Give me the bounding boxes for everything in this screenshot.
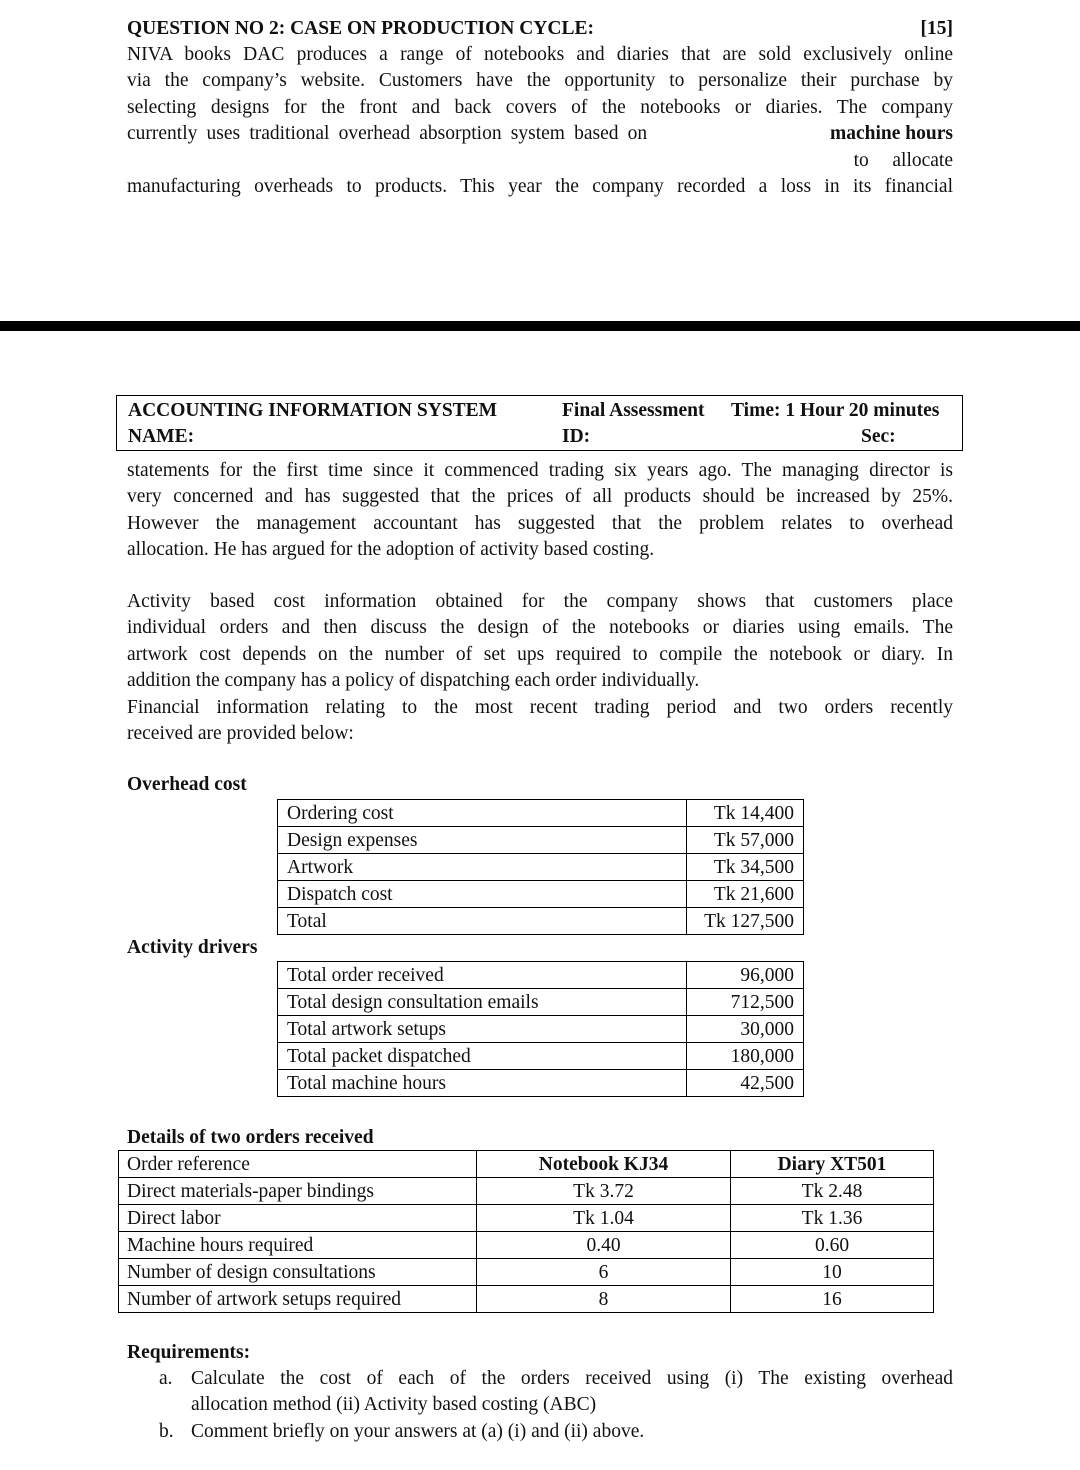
intro-line: manufacturing overheads to products. This year the company recorded a loss in its financial <box>127 176 953 198</box>
table-row <box>119 1178 934 1205</box>
activity-line: Activity based cost information obtained for the company shows that customers place <box>127 591 953 612</box>
notebook-value: Tk 3.72 <box>477 1178 731 1205</box>
table-row <box>278 1016 804 1043</box>
continuation-line: However the management accountant has suggested that the problem relates to overhead <box>127 512 953 534</box>
requirement-a-line2: allocation method (ii) Activity based costing (ABC) <box>191 1394 597 1415</box>
exam-header-box <box>116 395 963 451</box>
overhead-item: Dispatch cost <box>278 881 687 908</box>
table-row <box>278 1070 804 1097</box>
orders-header-notebook: Notebook KJ34 <box>477 1151 731 1178</box>
drivers-label: Activity drivers <box>127 937 258 958</box>
driver-item: Total order received <box>278 962 687 989</box>
course-title: ACCOUNTING INFORMATION SYSTEM <box>128 400 498 421</box>
question-marks: [15] <box>920 18 953 39</box>
question-title: QUESTION NO 2: CASE ON PRODUCTION CYCLE: <box>127 18 594 39</box>
orders-table <box>118 1150 934 1313</box>
notebook-value: 6 <box>477 1259 731 1286</box>
table-header-row <box>119 1151 934 1178</box>
question-header <box>127 16 953 42</box>
activity-line: Financial information relating to the most recent trading period and two orders recently <box>127 696 953 718</box>
table-row <box>278 881 804 908</box>
activity-line: individual orders and then discuss the design of the notebooks or diaries using emails. The <box>127 617 953 639</box>
requirements-section <box>127 1340 953 1442</box>
table-row <box>278 800 804 827</box>
diary-value: 0.60 <box>731 1232 934 1259</box>
order-item: Machine hours required <box>119 1232 477 1259</box>
assessment-label: Final Assessment <box>562 400 705 421</box>
driver-item: Total design consultation emails <box>278 989 687 1016</box>
requirement-b-marker: b. <box>159 1421 174 1442</box>
table-row <box>278 827 804 854</box>
diary-value: Tk 1.36 <box>731 1205 934 1232</box>
table-row <box>278 908 804 935</box>
diary-value: 16 <box>731 1286 934 1313</box>
overhead-table <box>277 799 804 935</box>
activity-line: addition the company has a policy of dispatching each order individually. <box>127 670 700 692</box>
intro-line-with-bold <box>127 121 953 174</box>
overhead-item: Design expenses <box>278 827 687 854</box>
table-row <box>119 1259 934 1286</box>
notebook-value: 8 <box>477 1286 731 1313</box>
table-row <box>278 1043 804 1070</box>
driver-value: 180,000 <box>687 1043 804 1070</box>
overhead-value: Tk 127,500 <box>687 908 804 935</box>
order-item: Direct labor <box>119 1205 477 1232</box>
activity-paragraph <box>127 589 953 747</box>
continuation-line: statements for the first time since it commenced trading six years ago. The managing director is <box>127 460 953 481</box>
driver-value: 96,000 <box>687 962 804 989</box>
driver-value: 712,500 <box>687 989 804 1016</box>
requirements-title: Requirements: <box>127 1342 251 1363</box>
overhead-value: Tk 34,500 <box>687 854 804 881</box>
requirement-a-marker: a. <box>159 1368 173 1389</box>
notebook-value: 0.40 <box>477 1232 731 1259</box>
overhead-label: Overhead cost <box>127 774 247 795</box>
overhead-item: Artwork <box>278 854 687 881</box>
table-row <box>278 962 804 989</box>
order-item: Number of artwork setups required <box>119 1286 477 1313</box>
diary-value: Tk 2.48 <box>731 1178 934 1205</box>
requirement-b-line1: Comment briefly on your answers at (a) (i) and (ii) above. <box>191 1421 645 1442</box>
intro-line: via the company’s website. Customers have the opportunity to personalize their purchase by <box>127 70 953 92</box>
overhead-item: Total <box>278 908 687 935</box>
id-label: ID: <box>562 426 591 447</box>
sec-label: Sec: <box>861 426 896 447</box>
overhead-value: Tk 57,000 <box>687 827 804 854</box>
driver-value: 30,000 <box>687 1016 804 1043</box>
driver-value: 42,500 <box>687 1070 804 1097</box>
notebook-value: Tk 1.04 <box>477 1205 731 1232</box>
intro-line: NIVA books DAC produces a range of notebooks and diaries that are sold exclusively online <box>127 44 953 65</box>
orders-header-ref: Order reference <box>119 1151 477 1178</box>
driver-item: Total artwork setups <box>278 1016 687 1043</box>
intro-paragraph <box>127 42 953 200</box>
page-divider <box>0 321 1080 331</box>
orders-header-diary: Diary XT501 <box>731 1151 934 1178</box>
intro-bold-term: machine hours <box>830 123 953 145</box>
diary-value: 10 <box>731 1259 934 1286</box>
drivers-table <box>277 961 804 1097</box>
intro-line-part: currently uses traditional overhead absorption system based on <box>127 123 657 145</box>
name-label: NAME: <box>128 426 195 447</box>
continuation-line: allocation. He has argued for the adoption of activity based costing. <box>127 539 655 561</box>
driver-item: Total packet dispatched <box>278 1043 687 1070</box>
driver-item: Total machine hours <box>278 1070 687 1097</box>
overhead-item: Ordering cost <box>278 800 687 827</box>
table-row <box>119 1232 934 1259</box>
intro-line-tail: to allocate <box>830 149 953 171</box>
continuation-line: very concerned and has suggested that the prices of all products should be increased by 25%. <box>127 486 953 508</box>
time-label: Time: 1 Hour 20 minutes <box>731 400 940 421</box>
intro-line: selecting designs for the front and back covers of the notebooks or diaries. The company <box>127 96 953 118</box>
order-item: Direct materials-paper bindings <box>119 1178 477 1205</box>
table-row <box>119 1205 934 1232</box>
continuation-paragraph <box>127 458 953 564</box>
table-row <box>278 854 804 881</box>
orders-label: Details of two orders received <box>127 1127 374 1148</box>
activity-line: artwork cost depends on the number of set ups required to compile the notebook or diary. In <box>127 643 953 665</box>
activity-line: received are provided below: <box>127 723 354 745</box>
overhead-value: Tk 14,400 <box>687 800 804 827</box>
overhead-value: Tk 21,600 <box>687 881 804 908</box>
order-item: Number of design consultations <box>119 1259 477 1286</box>
requirement-a-line1: Calculate the cost of each of the orders received using (i) The existing overhead <box>191 1368 953 1389</box>
table-row <box>119 1286 934 1313</box>
table-row <box>278 989 804 1016</box>
